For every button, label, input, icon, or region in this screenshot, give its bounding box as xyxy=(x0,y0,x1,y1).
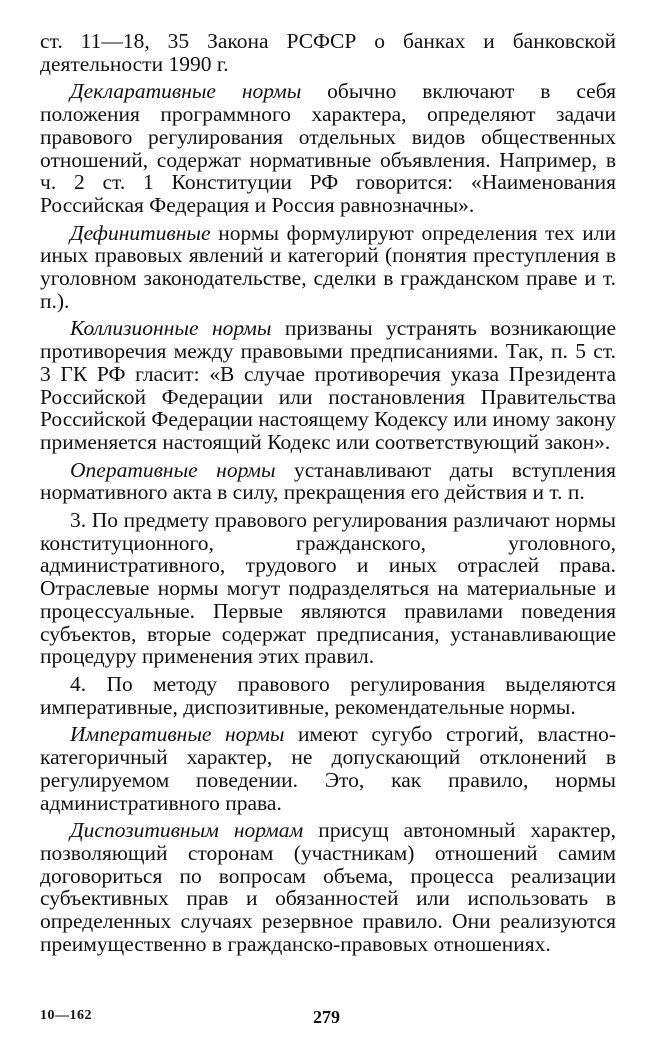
paragraph xyxy=(40,819,616,955)
paragraph-text: имеют сугубо строгий, властно-категоричный характер, не допускающий отклонений в регулируемом поведении. Это, как правило, нормы административного права. xyxy=(40,722,617,815)
paragraph-term: Оперативные нормы xyxy=(70,457,276,482)
paragraph-term: Коллизионные нормы xyxy=(70,316,272,341)
paragraph-text: обычно включают в себя положения программного характера, определяют задачи правового регулирования отдельных видов общественных отношений, содержат нормативные объявления. Например, в ч. 2 ст. 1 Конституции РФ говорится: «Наименования Российская Федерация и Россия равнозначны». xyxy=(40,79,616,217)
printer-signature: 10—162 xyxy=(40,1008,92,1023)
paragraph xyxy=(40,673,616,718)
paragraph xyxy=(40,459,616,504)
paragraph-term: Дефинитивные xyxy=(70,220,211,245)
paragraph-text: нормы формулируют определения тех или иных правовых явлений и категорий (понятия преступления в уголовном законодательстве, сделки в гражданском праве и т. п.). xyxy=(40,220,616,313)
paragraph xyxy=(40,317,616,453)
paragraph-text: присущ автономный характер, позволяющий сторонам (участникам) отношений самим договориться по вопросам объема, процесса реализации субъективных прав и обязанностей или использовать в определенных случаях резервное правило. Они реализуются преимущественно в гражданско-правовых отношениях. xyxy=(40,818,616,956)
paragraph-text: устанавливают даты вступления нормативного акта в силу, прекращения его действия и т. п. xyxy=(40,457,616,505)
paragraph xyxy=(40,723,616,814)
paragraph-text: 3. По предмету правового регулирования различают нормы конституционного, гражданского, уголовного, административного, трудового и иных отраслей права. Отраслевые нормы могут подразделяться на материальные и процессуальные. Первые являются правилами поведения субъектов, вторые содержат предписания, устанавливающие процедуру применения этих правил. xyxy=(40,508,616,669)
paragraph-term: Императивные нормы xyxy=(70,722,285,747)
paragraph xyxy=(40,222,616,313)
paragraph xyxy=(40,30,616,75)
paragraph-term: Диспозитивным нормам xyxy=(70,818,304,843)
page-footer xyxy=(0,1008,653,1032)
paragraph-text: 4. По методу правового регулирования выделяются императивные, диспозитивные, рекомендательные нормы. xyxy=(40,671,616,719)
paragraph xyxy=(40,80,616,216)
paragraph-text: ст. 11—18, 35 Закона РСФСР о банках и банковской деятельности 1990 г. xyxy=(40,29,616,76)
paragraph-term: Декларативные нормы xyxy=(70,79,302,104)
paragraph-text: призваны устранять возникающие противоречия между правовыми предписаниями. Так, п. 5 ст. 3 ГК РФ гласит: «В случае противоречия указа Президента Российской Федерации или постановления Правительства Российской Федерации настоящему Кодексу или иному закону применяется настоящий Кодекс или соответствующий закон». xyxy=(40,316,617,454)
paragraph xyxy=(40,509,616,668)
page-body xyxy=(40,30,616,955)
page-number: 279 xyxy=(313,1007,340,1027)
